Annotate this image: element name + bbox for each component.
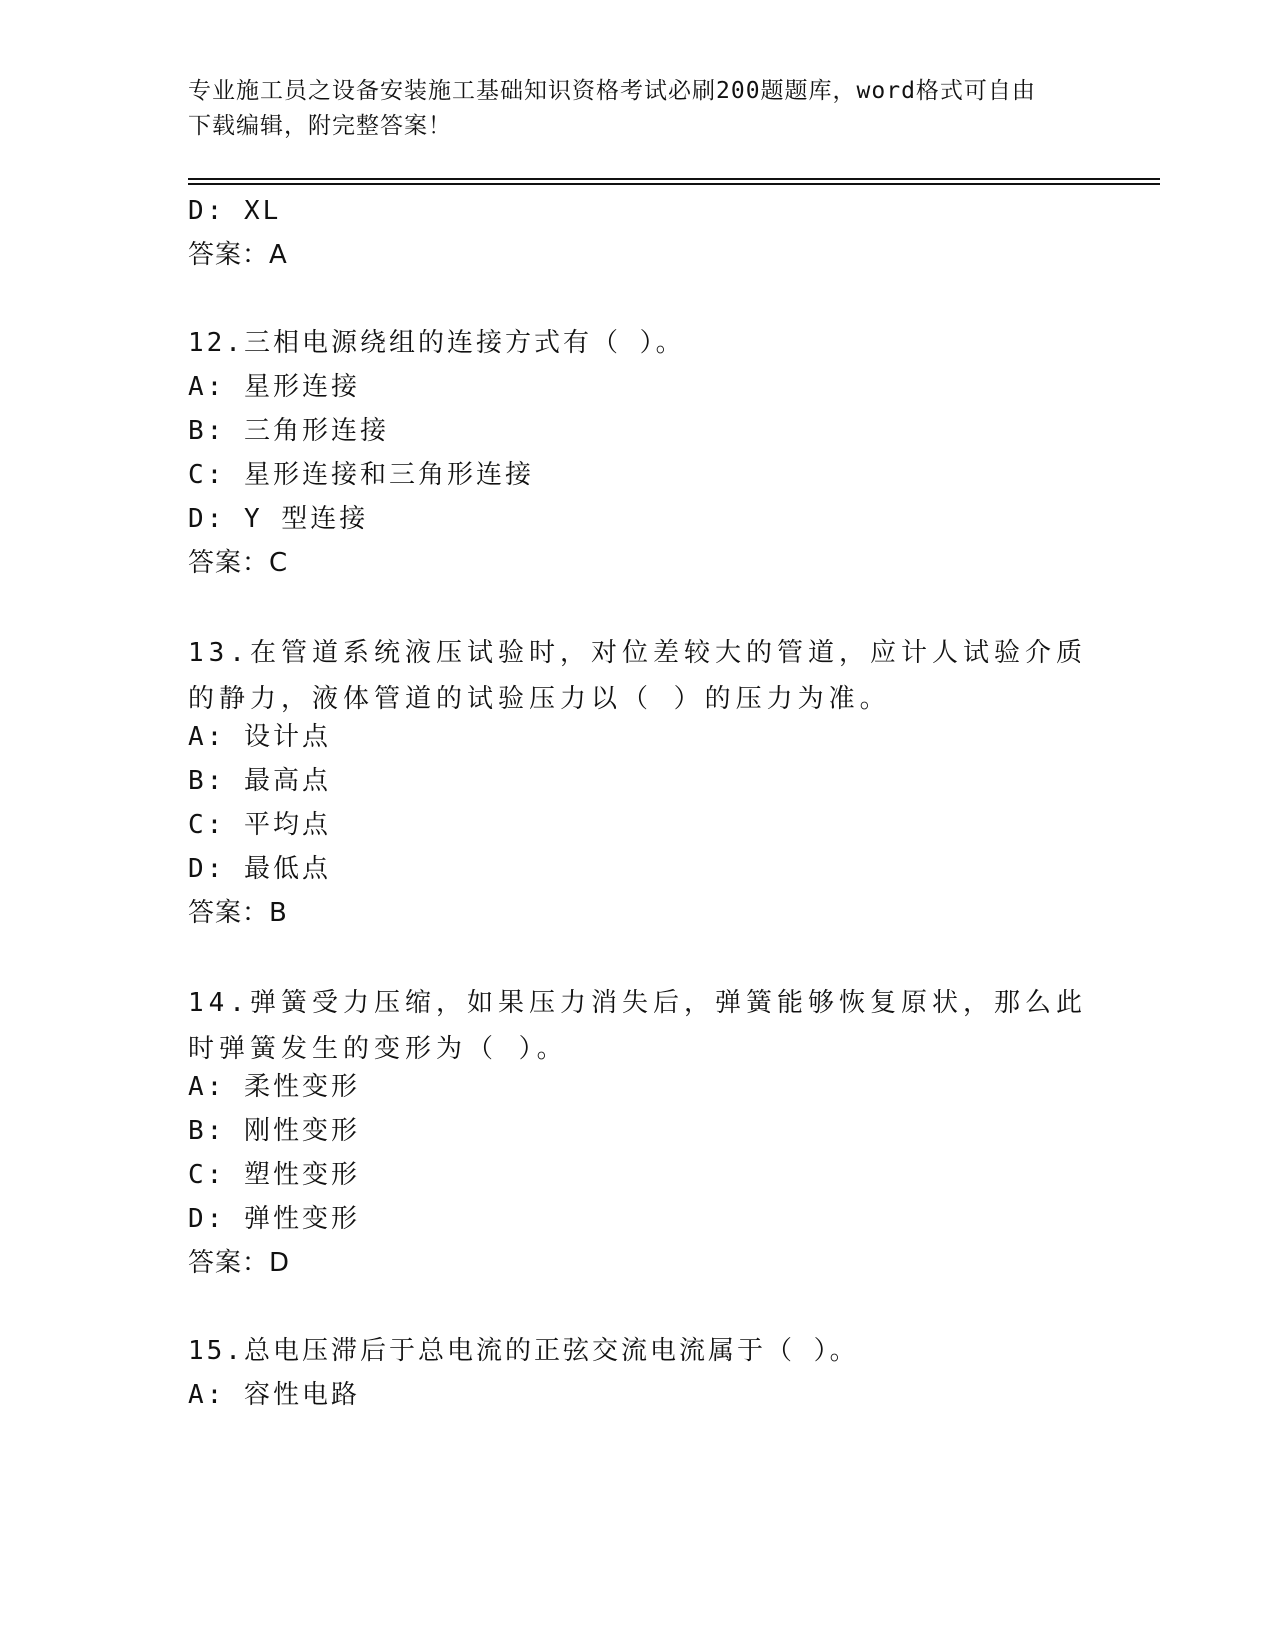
q14-option-d: D: 弹性变形 [188, 1204, 360, 1234]
q14-option-b: B: 刚性变形 [188, 1116, 360, 1146]
q13-answer: 答案：B [188, 898, 288, 928]
q13-option-c: C: 平均点 [188, 810, 331, 840]
q14-answer: 答案：D [188, 1248, 291, 1278]
header-divider-top [188, 178, 1160, 180]
q12-option-c: C: 星形连接和三角形连接 [188, 460, 534, 490]
q12-option-b: B: 三角形连接 [188, 416, 389, 446]
q13-option-b: B: 最高点 [188, 766, 331, 796]
q13-option-a: A: 设计点 [188, 722, 331, 752]
q11-option-d: D: XL [188, 196, 282, 226]
q13-option-d: D: 最低点 [188, 854, 331, 884]
q14-option-a: A: 柔性变形 [188, 1072, 360, 1102]
q12-option-a: A: 星形连接 [188, 372, 360, 402]
document-header [188, 74, 1088, 144]
header-title-line-1: 专业施工员之设备安装施工基础知识资格考试必刷200题题库，word格式可自由 [188, 78, 1036, 104]
q12-option-d: D: Y 型连接 [188, 504, 369, 534]
q14-stem: 14.弹簧受力压缩，如果压力消失后，弹簧能够恢复原状，那么此时弹簧发生的变形为（ ）。 [188, 988, 1087, 1064]
q12-stem: 12.三相电源绕组的连接方式有（ ）。 [188, 328, 685, 358]
q14-option-c: C: 塑性变形 [188, 1160, 360, 1190]
q12-answer: 答案：C [188, 548, 289, 578]
q13-stem: 13.在管道系统液压试验时，对位差较大的管道，应计人试验介质的静力，液体管道的试验压力以（ ）的压力为准。 [188, 638, 1087, 714]
q15-option-a: A: 容性电路 [188, 1380, 360, 1410]
header-divider-bottom [188, 183, 1160, 185]
q11-answer: 答案：A [188, 240, 288, 270]
q15-stem: 15.总电压滞后于总电流的正弦交流电流属于（ ）。 [188, 1336, 859, 1366]
header-title-line-2: 下载编辑，附完整答案！ [188, 113, 452, 139]
